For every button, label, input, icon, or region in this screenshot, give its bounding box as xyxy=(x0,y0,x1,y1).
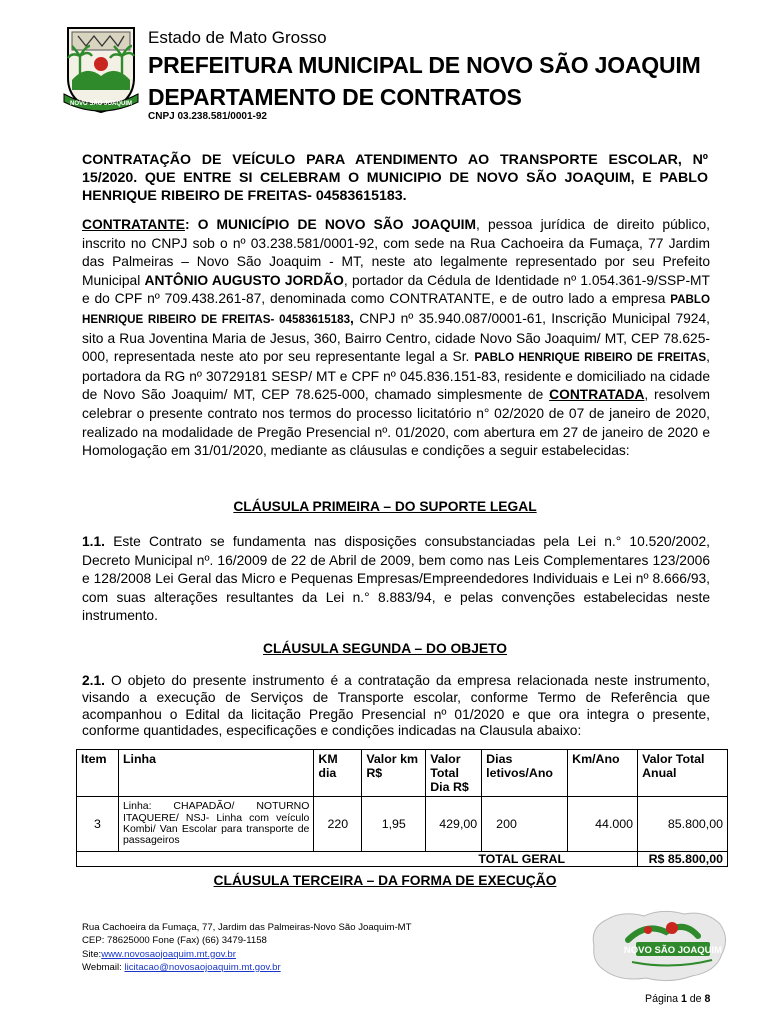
table-header-cell: Valor km R$ xyxy=(362,750,426,797)
footer-address: Rua Cachoeira da Fumaça, 77, Jardim das Palmeiras-Novo São Joaquim-MT xyxy=(82,922,412,933)
municipio-name: O MUNICÍPIO DE NOVO SÃO JOAQUIM xyxy=(197,217,477,232)
clausula-segunda-text: O objeto do presente instrumento é a contratação da empresa relacionada neste instrumento, visando a execução de Serviços de Transporte escolar, conforme Termo de Referência que acompanhou o Edital da licitação Pregão Presencial nº 01/2020 e que ora integra o presente, conforme quantidades, especificações e condições indicadas na Clausula abaixo: xyxy=(82,673,710,739)
cnpj-header: CNPJ 03.238.581/0001-92 xyxy=(148,111,267,122)
contratante-text-4: , portadora da RG nº 30729181 SESP/ MT e CPF nº 045.836.151-83, residente e domiciliado na cidade de Novo São Joaquim/ MT, CEP 78.625-000, chamado simplesmente de xyxy=(82,349,710,403)
items-table xyxy=(76,749,728,867)
table-cell: 1,95 xyxy=(362,797,426,852)
empresa-comma: , xyxy=(350,310,354,326)
contract-title: CONTRATAÇÃO DE VEÍCULO PARA ATENDIMENTO AO TRANSPORTE ESCOLAR, Nº 15/2020. QUE ENTRE SI CELEBRAM O MUNICIPIO DE NOVO SÃO JOAQUIM, E PABLO HENRIQUE RIBEIRO DE FREITAS- 04583615183. xyxy=(82,152,708,204)
svg-text:NOVO SÃO JOAQUIM: NOVO SÃO JOAQUIM xyxy=(69,101,133,107)
site-link[interactable]: www.novosaojoaquim.mt.gov.br xyxy=(101,948,236,960)
state-name: Estado de Mato Grosso xyxy=(148,28,327,47)
municipal-crest-logo xyxy=(60,20,142,116)
empresa-name: PABLO HENRIQUE RIBEIRO DE FREITAS- 04583615183 xyxy=(82,293,710,326)
footer-contact xyxy=(82,921,412,974)
table-cell: 85.800,00 xyxy=(638,797,728,852)
footer-site-line xyxy=(82,948,412,961)
table-cell: 200 xyxy=(482,797,568,852)
table-header-cell: Valor Total Anual xyxy=(638,750,728,797)
clause-number: 2.1. xyxy=(82,673,106,688)
contratada-label: CONTRATADA xyxy=(549,387,645,403)
page-of: de xyxy=(686,993,705,1005)
clausula-primeira-text: Este Contrato se fundamenta nas disposições consubstanciadas pela Lei n.° 10.520/2002, Decreto Municipal nº. 16/2009 de 22 de Abril de 2009, bem como nas Leis Complementares 123/2006 e 128/2008 Lei Geral das Micro e Pequenas Empresas/Empreendedores Individuais e Lei nº 8.666/93, com suas alterações resultantes da Lei n.° 8.883/94, e pelas convenções estabelecidas neste instrumento. xyxy=(82,534,710,624)
contratante-paragraph xyxy=(82,216,710,461)
representante-name: PABLO HENRIQUE RIBEIRO DE FREITAS xyxy=(474,351,707,365)
clausula-segunda-heading: CLÁUSULA SEGUNDA – DO OBJETO xyxy=(262,641,508,656)
total-value: R$ 85.800,00 xyxy=(638,852,728,867)
table-header-cell: Valor Total Dia R$ xyxy=(426,750,482,797)
table-cell: 429,00 xyxy=(426,797,482,852)
prefeito-name: ANTÔNIO AUGUSTO JORDÃO xyxy=(144,272,344,288)
table-total-row xyxy=(77,852,728,867)
contratante-text-5: , resolvem celebrar o presente contrato nos termos do processo licitatório n° 02/2020 de 07 de janeiro de 2020, realizado na modalidade de Pregão Presencial nº. 01/2020, com abertura em 27 de janeiro de 2020 e Homologação em 31/01/2020, mediante as cláusulas e condições a seguir estabelecidas: xyxy=(82,387,711,459)
webmail-link[interactable]: licitacao@novosaojoaquim.mt.gov.br xyxy=(124,961,281,973)
contratante-sep: : xyxy=(184,217,198,232)
site-label: Site: xyxy=(82,948,102,960)
clausula-terceira-heading: CLÁUSULA TERCEIRA – DA FORMA DE EXECUÇÃO xyxy=(213,873,557,888)
footer-cep-phone: CEP: 78625000 Fone (Fax) (66) 3479-1158 xyxy=(82,935,267,947)
page-number xyxy=(645,993,710,1005)
table-cell: 3 xyxy=(77,797,119,852)
table-header-cell: KM dia xyxy=(314,750,362,797)
table-header-cell: Item xyxy=(77,750,119,797)
prefeitura-title: PREFEITURA MUNICIPAL DE NOVO SÃO JOAQUIM xyxy=(148,52,701,78)
clausula-primeira-heading: CLÁUSULA PRIMEIRA – DO SUPORTE LEGAL xyxy=(233,499,537,514)
page-current: 1 xyxy=(680,993,687,1005)
page-label: Página xyxy=(645,993,681,1005)
page-total: 8 xyxy=(704,993,711,1005)
table-cell: Linha: CHAPADÃO/ NOTURNO ITAQUERE/ NSJ- Linha com veículo Kombi/ Van Escolar para transporte de passageiros xyxy=(118,797,313,852)
footer-webmail-line xyxy=(82,961,412,974)
total-label: TOTAL GERAL xyxy=(77,852,638,867)
clausula-primeira-paragraph xyxy=(82,533,710,626)
table-cell: 220 xyxy=(314,797,362,852)
contratante-text-1: , pessoa jurídica de direito público, inscrito no CNPJ sob o nº 03.238.581/0001-92, com sede na Rua Cachoeira da Fumaça, 77 Jardim das Palmeiras – Novo São Joaquim - MT, neste ato legalmente representado por seu Prefeito Municipal xyxy=(82,217,710,288)
table-header-cell: Km/Ano xyxy=(568,750,638,797)
contratante-text-3: CNPJ nº 35.940.087/0001-61, Inscrição Municipal 7924, sito a Rua Joventina Maria de Jesus, 360, Bairro Centro, cidade Novo São Joaquim/ MT, CEP 78.625-000, representada neste ato por seu representante legal a Sr. xyxy=(82,310,710,365)
city-map-logo xyxy=(588,906,730,986)
table-header-row xyxy=(77,750,728,797)
webmail-label: Webmail: xyxy=(82,961,125,973)
svg-text:NOVO SÃO JOAQUIM: NOVO SÃO JOAQUIM xyxy=(623,945,723,956)
table-header-cell: Linha xyxy=(118,750,313,797)
table-row xyxy=(77,797,728,852)
contratante-text-2: , portador da Cédula de Identidade nº 1.054.361-9/SSP-MT e do CPF nº 709.438.261-87, denominada como CONTRATANTE, e de outro lado a empresa xyxy=(82,272,710,307)
table-header-cell: Dias letivos/Ano xyxy=(482,750,568,797)
department-title: DEPARTAMENTO DE CONTRATOS xyxy=(148,84,522,110)
clause-number: 1.1. xyxy=(82,534,106,549)
clausula-segunda-paragraph xyxy=(82,673,710,740)
contratante-label: CONTRATANTE xyxy=(82,217,185,232)
table-cell: 44.000 xyxy=(568,797,638,852)
